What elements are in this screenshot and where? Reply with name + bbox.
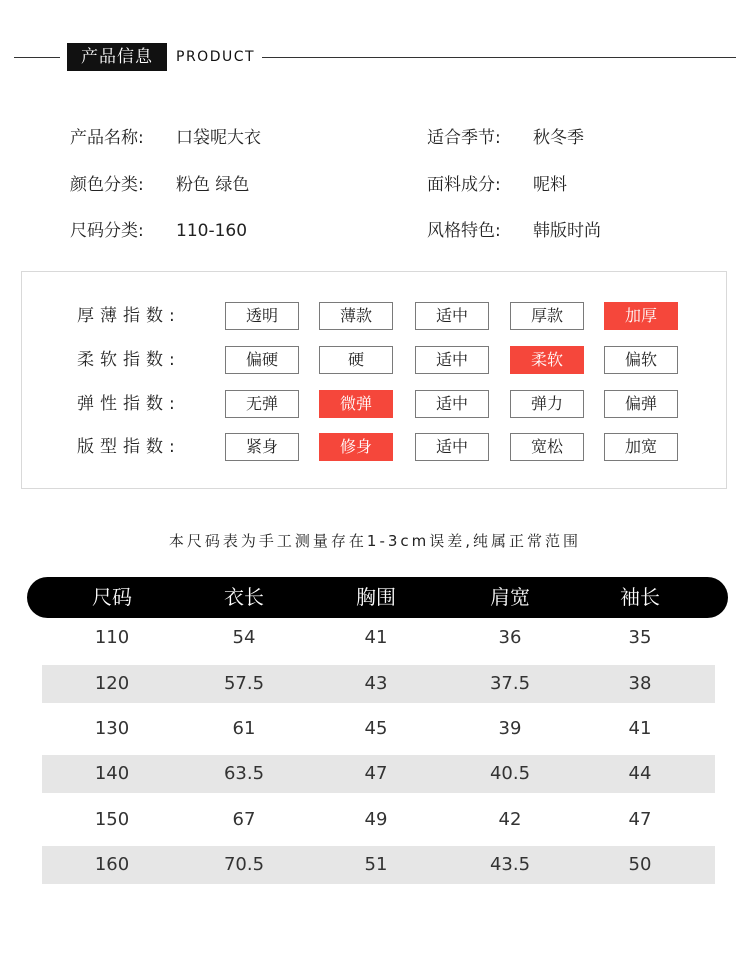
table-cell: 130 xyxy=(94,718,130,739)
table-row xyxy=(42,755,715,793)
table-cell: 36 xyxy=(498,627,522,648)
index-option: 硬 xyxy=(319,346,393,374)
table-cell: 37.5 xyxy=(489,673,531,694)
table-cell: 47 xyxy=(628,809,652,830)
index-option: 厚款 xyxy=(510,302,584,330)
table-cell: 50 xyxy=(628,854,652,875)
table-cell: 120 xyxy=(94,673,130,694)
info-value: 韩版时尚 xyxy=(533,221,601,241)
info-label: 颜色分类: xyxy=(70,175,144,195)
table-row xyxy=(42,846,715,884)
info-size xyxy=(70,219,248,243)
index-label: 版型指数: xyxy=(77,437,181,457)
column-header: 尺码 xyxy=(92,585,132,609)
index-label: 柔软指数: xyxy=(77,350,181,370)
table-cell: 110 xyxy=(94,627,130,648)
table-cell: 40.5 xyxy=(489,763,531,784)
table-cell: 39 xyxy=(498,718,522,739)
table-row xyxy=(42,710,715,748)
index-option: 无弹 xyxy=(225,390,299,418)
table-cell: 51 xyxy=(364,854,388,875)
info-season xyxy=(427,126,584,150)
index-option: 透明 xyxy=(225,302,299,330)
column-header: 衣长 xyxy=(224,585,264,609)
info-label: 面料成分: xyxy=(427,175,501,195)
table-cell: 41 xyxy=(364,627,388,648)
column-header: 胸围 xyxy=(356,585,396,609)
table-cell: 43 xyxy=(364,673,388,694)
index-option: 适中 xyxy=(415,433,489,461)
table-cell: 43.5 xyxy=(489,854,531,875)
header-rule-right xyxy=(262,57,736,58)
table-cell: 47 xyxy=(364,763,388,784)
info-value: 秋冬季 xyxy=(533,128,584,148)
index-option: 加宽 xyxy=(604,433,678,461)
index-option: 偏软 xyxy=(604,346,678,374)
info-product-name xyxy=(70,126,261,150)
table-row xyxy=(42,619,715,657)
table-cell: 49 xyxy=(364,809,388,830)
index-label: 弹性指数: xyxy=(77,394,181,414)
table-cell: 41 xyxy=(628,718,652,739)
index-option-selected: 微弹 xyxy=(319,390,393,418)
index-option: 适中 xyxy=(415,346,489,374)
info-label: 尺码分类: xyxy=(70,221,144,241)
info-label: 适合季节: xyxy=(427,128,501,148)
index-option: 宽松 xyxy=(510,433,584,461)
index-option: 适中 xyxy=(415,302,489,330)
table-cell: 57.5 xyxy=(223,673,265,694)
index-option: 偏弹 xyxy=(604,390,678,418)
table-cell: 45 xyxy=(364,718,388,739)
table-cell: 44 xyxy=(628,763,652,784)
table-cell: 67 xyxy=(232,809,256,830)
table-cell: 42 xyxy=(498,809,522,830)
info-value: 110-160 xyxy=(176,221,248,241)
info-value: 粉色 绿色 xyxy=(176,175,250,195)
info-value: 口袋呢大衣 xyxy=(176,128,261,148)
info-label: 风格特色: xyxy=(427,221,501,241)
index-option-selected: 柔软 xyxy=(510,346,584,374)
info-value: 呢料 xyxy=(533,175,567,195)
info-label: 产品名称: xyxy=(70,128,144,148)
info-fabric xyxy=(427,173,567,197)
table-cell: 61 xyxy=(232,718,256,739)
table-row xyxy=(42,665,715,703)
index-label: 厚薄指数: xyxy=(77,306,181,326)
table-cell: 140 xyxy=(94,763,130,784)
table-cell: 38 xyxy=(628,673,652,694)
header-rule-left xyxy=(14,57,60,58)
table-cell: 63.5 xyxy=(223,763,265,784)
table-cell: 54 xyxy=(232,627,256,648)
table-cell: 160 xyxy=(94,854,130,875)
table-cell: 150 xyxy=(94,809,130,830)
index-option: 偏硬 xyxy=(225,346,299,374)
section-title-tag: 产品信息 xyxy=(67,43,167,71)
table-row xyxy=(42,801,715,839)
info-color xyxy=(70,173,250,197)
index-option-selected: 修身 xyxy=(319,433,393,461)
size-table-header xyxy=(27,577,728,618)
index-option-selected: 加厚 xyxy=(604,302,678,330)
measurement-note: 本尺码表为手工测量存在1-3cm误差,纯属正常范围 xyxy=(168,532,582,550)
table-cell: 35 xyxy=(628,627,652,648)
column-header: 袖长 xyxy=(620,585,660,609)
index-option: 薄款 xyxy=(319,302,393,330)
table-cell: 70.5 xyxy=(223,854,265,875)
column-header: 肩宽 xyxy=(490,585,530,609)
info-style xyxy=(427,219,601,243)
index-option: 适中 xyxy=(415,390,489,418)
index-option: 紧身 xyxy=(225,433,299,461)
index-option: 弹力 xyxy=(510,390,584,418)
section-subtitle: PRODUCT xyxy=(176,49,256,65)
